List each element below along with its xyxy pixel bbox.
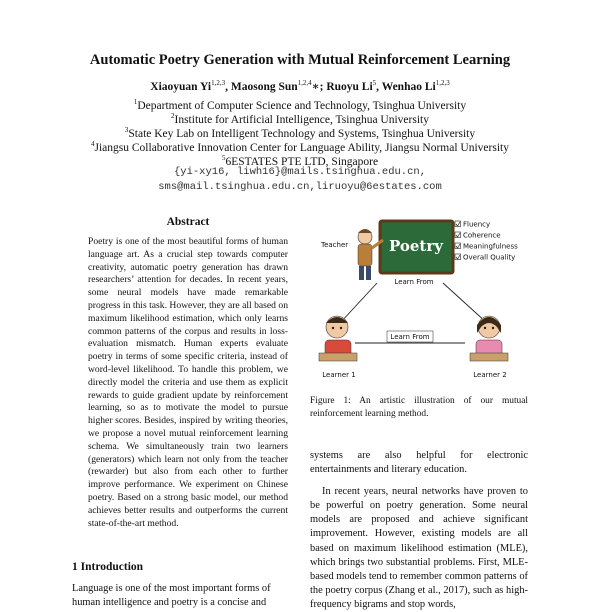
author-sup: 1,2,3 xyxy=(435,79,450,87)
abstract-heading: Abstract xyxy=(166,216,210,228)
affiliation-sup: 4 xyxy=(91,140,95,148)
affiliation-sup: 1 xyxy=(133,98,138,106)
abstract-body: Poetry is one of the most beautiful forms of human language art. As a crucial step towards computer creativity, automatic poetry generation has drawn researchers’ attention for decades. In recent years, some neural models have made remarkable progress in this task. However, they are all based on maximum likelihood estimation, which only learns common patterns of the corpus and results in loss-evaluation mismatch. Human experts evaluate poetry in terms of some specific criteria, instead of word-level likelihood. To handle this problem, we directly model the criteria and use them as explicit rewards to guide gradient update by reinforcement learning, so as to motivate the model to pursue higher scores. Besides, inspired by writing theories, we propose a novel mutual reinforcement learning schema. We simultaneously train two learners (generators) which learn not only from the teacher (rewarder) but also from each other to further improve performance. We experiment on Chinese poetry. Based on a strong basic model, our method achieves better results and outperforms the current state-of-the-art method. xyxy=(88,236,288,529)
learner-2-label: Learner 2 xyxy=(473,371,507,379)
criterion-label: Meaningfulness xyxy=(463,242,518,251)
learner-2-figure xyxy=(470,316,508,361)
paragraph: systems are also helpful for electronic entertainments and literary education. xyxy=(310,450,528,476)
criterion-label: Overall Quality xyxy=(463,253,516,262)
affiliation-text: Institute for Artificial Intelligence, Tsinghua University xyxy=(174,114,429,126)
author-name: Xiaoyuan Yi xyxy=(150,81,212,93)
author-sep: , xyxy=(376,81,382,93)
author-sup: 1,2,3 xyxy=(211,79,226,87)
author-sep: ∗; xyxy=(311,81,327,93)
affiliation-text: 6ESTATES PTE LTD, Singapore xyxy=(225,156,379,168)
introduction-body: Language is one of the most important forms of human intelligence and poetry is a concise and xyxy=(72,583,271,608)
figure-1-illustration xyxy=(315,215,527,383)
paper-title: Automatic Poetry Generation with Mutual Reinforcement Learning xyxy=(89,52,511,68)
arrow-teacher-to-learner1 xyxy=(340,283,377,323)
author-sup: 5 xyxy=(372,79,377,87)
criterion-label: Coherence xyxy=(463,231,501,240)
affiliation-text: Department of Computer Science and Technology, Tsinghua University xyxy=(137,100,467,112)
email-line: sms@mail.tsinghua.edu.cn,liruoyu@6estates.com xyxy=(158,181,442,193)
criteria-list xyxy=(455,221,518,262)
learner-1-figure xyxy=(319,316,357,361)
author-name: Wenhao Li xyxy=(381,81,436,93)
board-text: Poetry xyxy=(389,237,443,255)
affiliation-sup: 5 xyxy=(221,154,226,162)
author-list xyxy=(0,79,600,93)
learn-from-label: Learn From xyxy=(390,333,430,341)
figure-caption: Figure 1: An artistic illustration of our mutual reinforcement learning method. xyxy=(310,396,528,419)
author-sep: , xyxy=(225,81,231,93)
author-sup: 1,2,4 xyxy=(297,79,312,87)
arrow-teacher-to-learner2 xyxy=(443,283,487,323)
affiliation-sup: 3 xyxy=(124,126,129,134)
right-column-text xyxy=(310,449,528,612)
affiliation-text: State Key Lab on Intelligent Technology and Systems, Tsinghua University xyxy=(128,128,476,140)
paragraph: In recent years, neural networks have proven to be powerful on poetry generation. Some neural models are proposed and achieve significant improvement. However, existing models are all based on maximum likelihood estimation (MLE), which brings two substantial problems. First, MLE-based models tend to remember common patterns of the poetry corpus (Zhang et al., 2017), such as high-frequency bigrams and stop words, xyxy=(310,486,528,610)
criterion-label: Fluency xyxy=(463,220,491,229)
learner-1-label: Learner 1 xyxy=(322,371,356,379)
author-name: Maosong Sun xyxy=(230,81,298,93)
affiliation-sup: 2 xyxy=(171,112,175,120)
author-name: Ruoyu Li xyxy=(326,81,373,93)
teacher-label: Teacher xyxy=(321,241,349,249)
affiliation-text: Jiangsu Collaborative Innovation Center for Language Ability, Jiangsu Normal University xyxy=(94,142,509,154)
email-line: {yi-xy16, liwh16}@mails.tsinghua.edu.cn, xyxy=(173,166,427,178)
learn-from-label: Learn From xyxy=(394,278,434,286)
section-heading-introduction: 1 Introduction xyxy=(72,561,144,573)
